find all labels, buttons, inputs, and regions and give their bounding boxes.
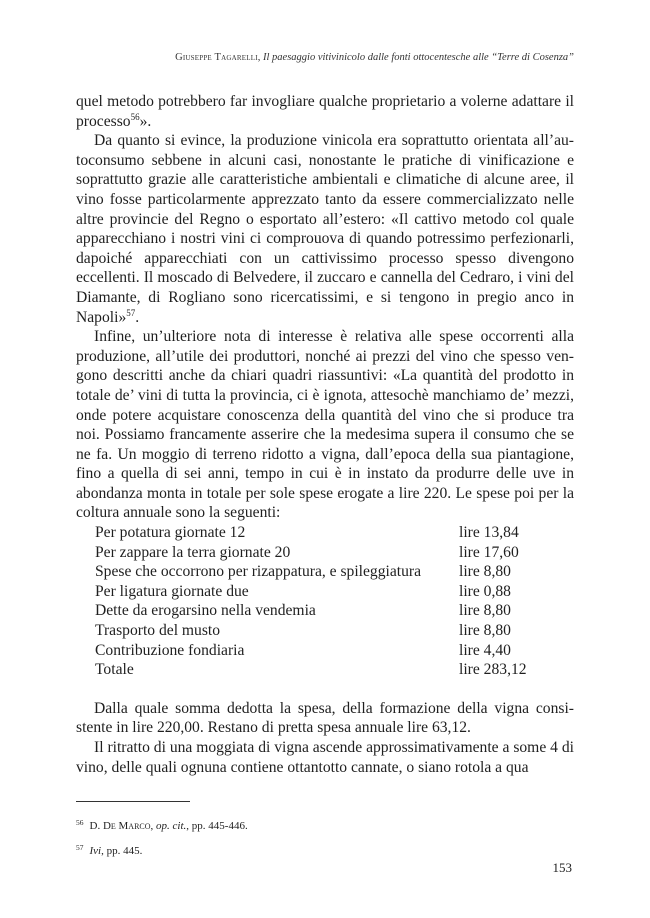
running-head: Giuseppe Tagarelli, Il paesaggio vitivinicolo dalle fonti ottocentesche alle “Terre di Cosenza”	[175, 52, 574, 63]
cost-row	[95, 641, 527, 661]
cost-row	[95, 621, 527, 641]
cost-label: Trasporto del musto	[95, 622, 221, 640]
cost-amount: lire 13,84	[459, 524, 519, 542]
body-text	[76, 92, 574, 777]
footnote-ref: op. cit.	[156, 820, 187, 832]
cost-row-total	[95, 660, 527, 680]
footnote-divider	[76, 801, 190, 802]
cost-table	[95, 523, 527, 680]
cost-amount: lire 8,80	[459, 563, 511, 581]
footnote-ref: Ivi	[89, 845, 102, 857]
footnote-56	[76, 812, 574, 837]
cost-label: Per zappare la terra giornate 20	[95, 543, 291, 561]
paragraph-5: Il ritratto di una moggiata di vigna ascende approssimativamente a some 4 di vino, delle quali ognuna contiene ottantotto cannate, o siano rotola a qua	[76, 739, 574, 776]
paragraph-1-tail: ».	[139, 112, 152, 130]
paragraph-1	[76, 92, 574, 131]
footnote-ref-57[interactable]: 57	[126, 307, 136, 318]
cost-row	[95, 543, 527, 563]
cost-amount: lire 17,60	[459, 543, 519, 561]
cost-label: Spese che occorrono per rizappatura, e spileggiatura	[95, 563, 422, 581]
page-number: 153	[552, 860, 572, 875]
cost-amount: lire 8,80	[459, 622, 511, 640]
cost-amount: lire 0,88	[459, 582, 511, 600]
cost-label: Dette da erogarsino nella vendemia	[95, 602, 316, 620]
cost-row	[95, 523, 527, 543]
paragraph-2-tail: .	[135, 308, 140, 326]
footnote-pages: , pp. 445.	[101, 845, 143, 857]
footnote-author: D. De Marco	[89, 820, 151, 832]
footnote-ref-56[interactable]: 56	[130, 111, 140, 122]
paragraph-1-text: quel metodo potrebbero far invogliare qualche proprietario a volerne adattare il processo	[76, 93, 574, 130]
cost-row	[95, 562, 527, 582]
footnote-separator: ,	[150, 820, 157, 832]
cost-label: Per ligatura giornate due	[95, 582, 249, 600]
cost-label: Per potatura giornate 12	[95, 524, 246, 542]
cost-row	[95, 601, 527, 621]
cost-amount: lire 8,80	[459, 602, 511, 620]
footnote-number: 56	[76, 818, 84, 827]
paragraph-2-text: Da quanto si evince, la produzione vinicola era soprattutto orientata all’autoconsumo sebbene in alcuni casi, nonostante le pratiche di vinificazione e soprattutto grazie alle caratteristiche ambientali e climatiche di alcune aree, il vino fosse particolarmente apprezzato tanto da essere commercializzato nelle altre provincie del Regno o esportato all’estero: «Il cattivo metodo col quale apparecchiano i nostri vini ci comprouova di quando potressimo perfezionarli, dapoiché apparecchiati con un cattivissimo processo spesso divengono eccellenti. Il moscado di Belvedere, il zuccaro e cannella del Cedraro, i vini del Diamante, di Rogliano sono ricercatissimi, e si tengono in pregio anco in Napoli»	[76, 132, 574, 326]
running-head-author: Giuseppe Tagarelli	[175, 52, 258, 63]
paragraph-4: Dalla quale somma dedotta la spesa, della formazione della vigna consistente in lire 220,00. Restano di pretta spesa annuale lire 63,12.	[76, 699, 574, 737]
footnotes	[76, 812, 574, 862]
footnote-57	[76, 837, 574, 862]
table-spacer	[76, 680, 574, 699]
cost-amount: lire 4,40	[459, 641, 511, 659]
cost-amount: lire 283,12	[459, 661, 527, 679]
footnote-pages: , pp. 445-446.	[186, 820, 248, 832]
footnote-number: 57	[76, 843, 84, 852]
paragraph-2	[76, 131, 574, 327]
running-head-title: Il paesaggio vitivinicolo dalle fonti ottocentesche alle “Terre di Cosenza”	[263, 52, 574, 63]
paragraph-3: Infine, un’ulteriore nota di interesse è relativa alle spese occorrenti alla produzione, all’utile dei produttori, nonché ai prezzi del vino che spesso vengono descritti anche da chiari quadri riassuntivi: «La quantità del prodotto in totale de’ vini di tutta la provincia, ci è ignota, attesochè manchiamo de’ mezzi, onde potere acquistare conoscenza della quantità del vino che si produce tra noi. Possiamo francamente asserire che la medesima supera il consumo che se ne fa. Un moggio di terreno ridotto a vigna, dall’epoca della sua piantagione, fino a quella di sei anni, tempo in cui è in instato da produrre delle uve in abondanza monta in totale per sole spese erogate a lire 220. Le spese poi per la coltura annuale sono la seguenti:	[76, 328, 574, 522]
cost-label: Contribuzione fondiaria	[95, 641, 245, 659]
cost-row	[95, 582, 527, 602]
cost-label: Totale	[95, 661, 134, 679]
